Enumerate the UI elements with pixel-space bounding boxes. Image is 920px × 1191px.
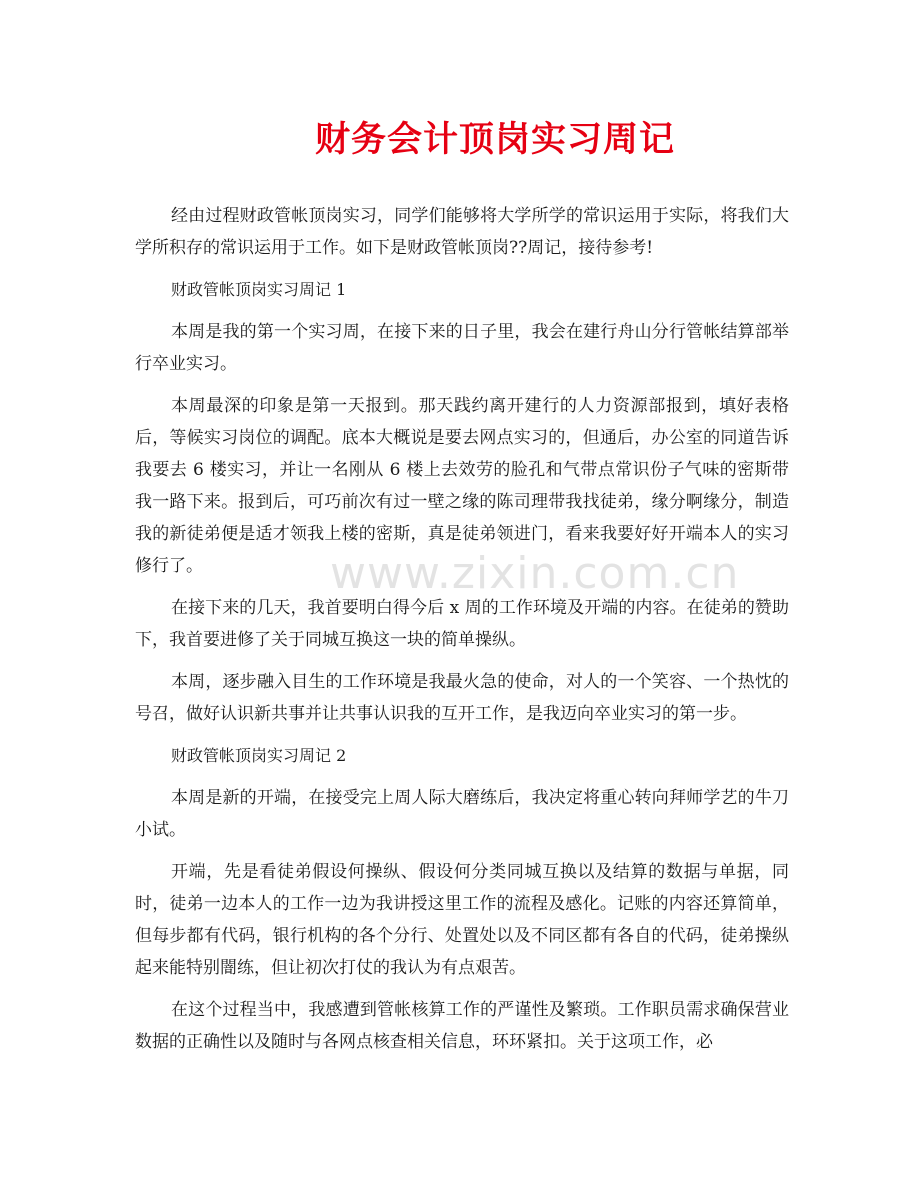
- body-paragraph: 本周，逐步融入目生的工作环境是我最火急的使命，对人的一个笑容、一个热忱的号召，做好认识新共事并让共事认识我的互开工作，是我迈向卒业实习的第一步。: [135, 672, 789, 724]
- watermark-text: www.zixin.com.cn: [330, 548, 740, 599]
- intro-paragraph: 经由过程财政管帐顶岗实习，同学们能够将大学所学的常识运用于实际，将我们大学所积存的常识运用于工作。如下是财政管帐顶岗??周记，接待参考!: [135, 206, 789, 258]
- body-paragraph: 在接下来的几天，我首要明白得今后 x 周的工作环境及开端的内容。在徒弟的赞助下，我首要进修了关于同城互换这一块的简单操纵。: [135, 598, 789, 650]
- body-paragraph: 开端，先是看徒弟假设何操纵、假设何分类同城互换以及结算的数据与单据，同时，徒弟一边本人的工作一边为我讲授这里工作的流程及感化。记账的内容还算简单，但每步都有代码，银行机构的各个分行、处置处以及不同区都有各自的代码，徒弟操纵起来能特别闇练，但让初次打仗的我认为有点艰苦。: [135, 862, 789, 978]
- document-title: 财务会计顶岗实习周记: [314, 119, 675, 160]
- document-body: [135, 200, 789, 1068]
- body-paragraph: 在这个过程当中，我感遭到管帐核算工作的严谨性及繁琐。工作职员需求确保营业数据的正确性以及随时与各网点核查相关信息，环环紧扣。关于这项工作，必: [135, 1000, 789, 1052]
- body-paragraph: 本周是我的第一个实习周，在接下来的日子里，我会在建行舟山分行管帐结算部举行卒业实习。: [135, 322, 789, 374]
- section-heading-2: 财政管帐顶岗实习周记 2: [171, 746, 347, 765]
- body-paragraph: 本周是新的开端，在接受完上周人际大磨练后，我决定将重心转向拜师学艺的牛刀小试。: [135, 788, 789, 840]
- body-paragraph: 本周最深的印象是第一天报到。那天践约离开建行的人力资源部报到，填好表格后，等候实习岗位的调配。底本大概说是要去网点实习的，但通后，办公室的同道告诉我要去 6 楼实习，并让一名刚从 6 楼上去效劳的脸孔和气带点常识份子气味的密斯带我一路下来。报到后，可巧前次有过一壁之缘的陈司理带我找徒弟，缘分啊缘分，制造我的新徒弟便是适才领我上楼的密斯，真是徒弟领进门，看来我要好好开端本人的实习修行了。: [135, 396, 789, 576]
- section-heading-1: 财政管帐顶岗实习周记 1: [171, 280, 347, 299]
